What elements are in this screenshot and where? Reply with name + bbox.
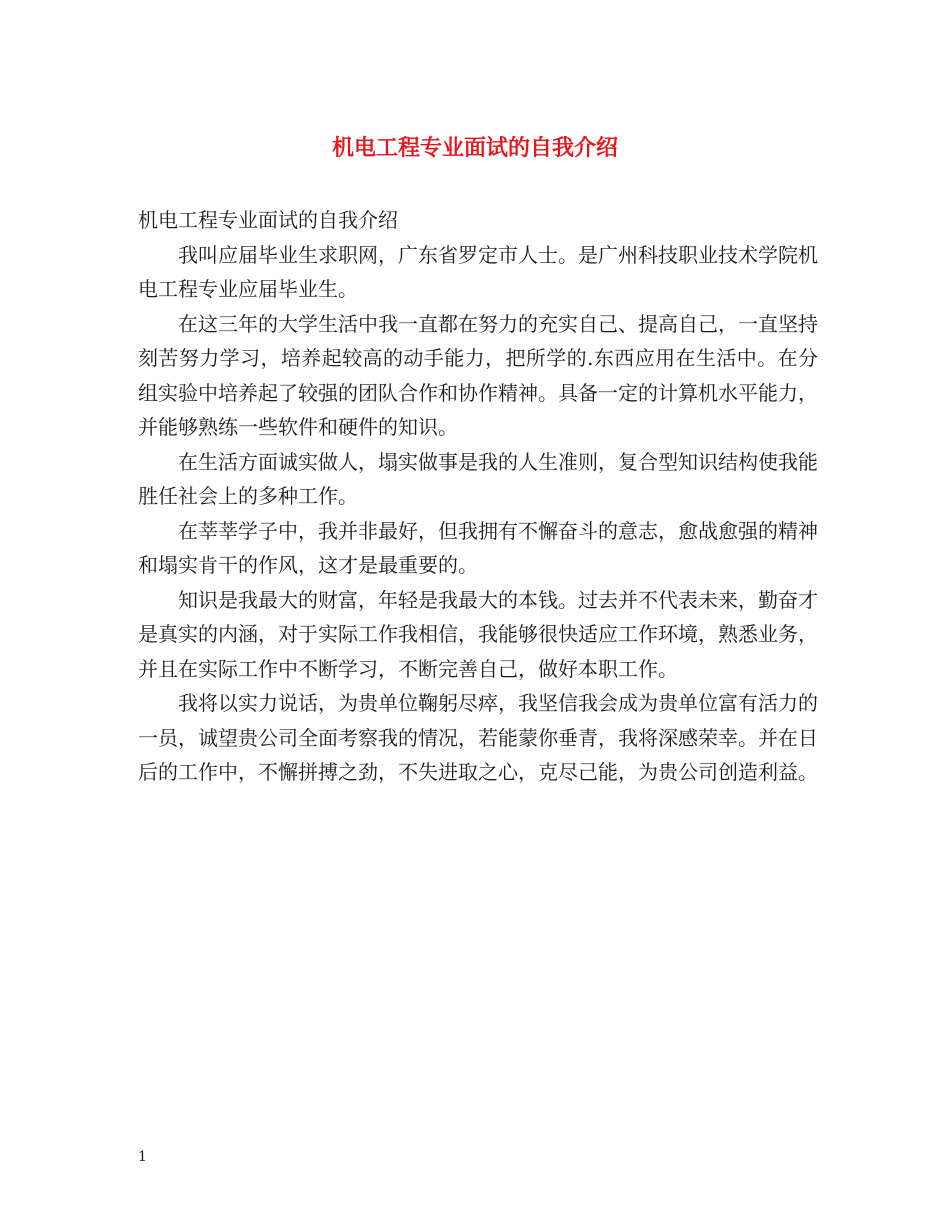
document-body [138,203,818,790]
paragraph-character: 在生活方面诚实做人，塌实做事是我的人生准则，复合型知识结构使我能胜任社会上的多种工作。 [138,449,818,508]
paragraph-intro: 我叫应届毕业生求职网，广东省罗定市人士。是广州科技职业技术学院机电工程专业应届毕业生。 [138,242,818,301]
paragraph-college-life: 在这三年的大学生活中我一直都在努力的充实自己、提高自己，一直坚持刻苦努力学习，培养起较高的动手能力，把所学的.东西应用在生活中。在分组实验中培养起了较强的团队合作和协作精神。具备一定的计算机水平能力，并能够熟练一些软件和硬件的知识。 [138,311,818,439]
paragraph-closing: 我将以实力说话，为贵单位鞠躬尽瘁，我坚信我会成为贵单位富有活力的一员，诚望贵公司全面考察我的情况，若能蒙你垂青，我将深感荣幸。并在日后的工作中，不懈拼搏之劲，不失进取之心，克尽己能，为贵公司创造利益。 [138,691,818,784]
paragraph-perseverance: 在莘莘学子中，我并非最好，但我拥有不懈奋斗的意志，愈战愈强的精神和塌实肯干的作风，这才是最重要的。 [138,518,818,577]
document-heading: 机电工程专业面试的自我介绍 [138,208,398,232]
page-title: 机电工程专业面试的自我介绍 [331,135,618,161]
page-number: 1 [138,1149,147,1165]
paragraph-knowledge: 知识是我最大的财富，年轻是我最大的本钱。过去并不代表未来，勤奋才是真实的内涵，对于实际工作我相信，我能够很快适应工作环境，熟悉业务，并且在实际工作中不断学习，不断完善自己，做好本职工作。 [138,587,818,681]
